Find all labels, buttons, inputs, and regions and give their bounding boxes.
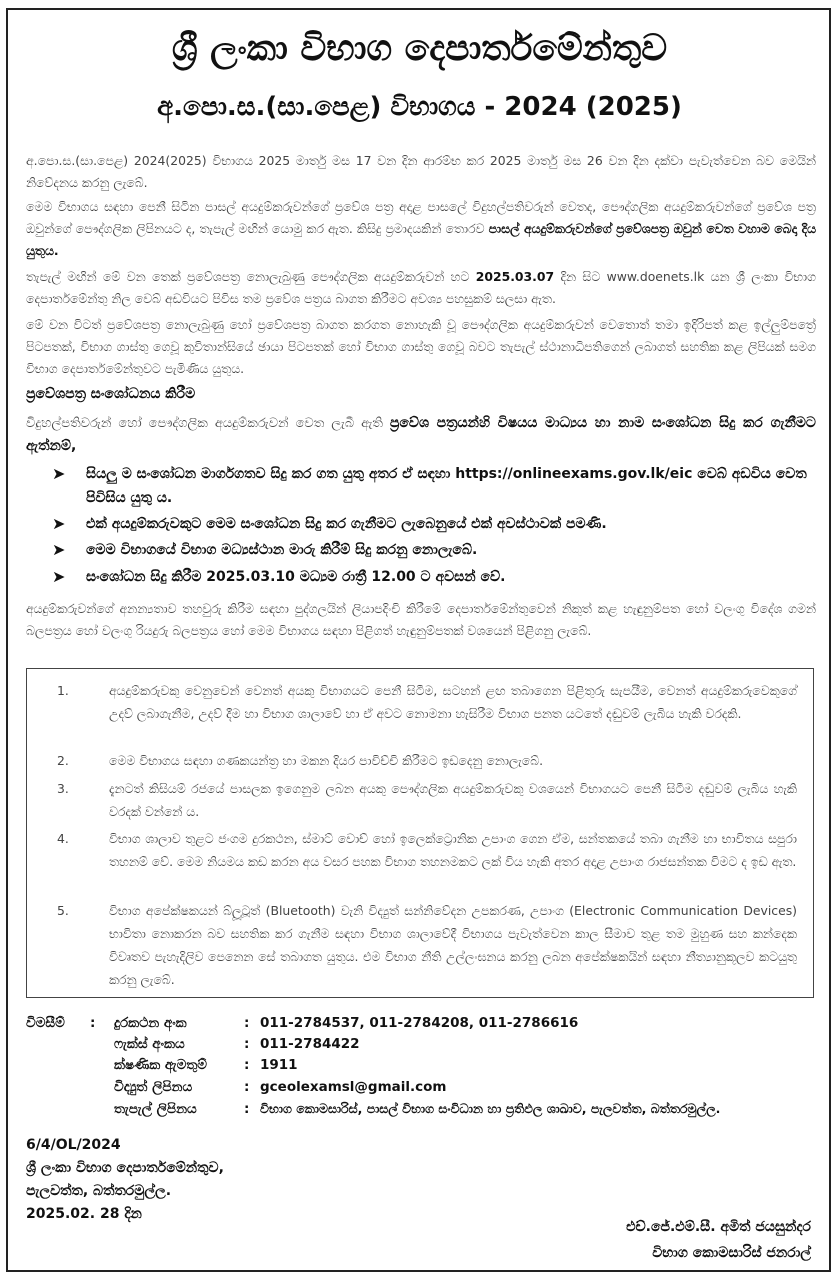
notice-number: 3.	[57, 781, 69, 796]
signatory-name: එච්.ජේ.එම්.සී. අමිත් ජයසුන්දර	[626, 1219, 811, 1235]
bullet-item	[52, 462, 812, 510]
bullet-text: එක් අයදුම්කරුවකුට මෙම සංශෝධන සිදු කර ගැනීමට ලැබෙනුයේ එක් අවස්ථාවක් පමණි.	[86, 516, 607, 532]
contact-label: තැපැල් ලිපිනය	[114, 1101, 197, 1117]
bullet-text: මෙම විභාගයේ විභාග මධ්‍යස්ථාන මාරු කිරීම් සිදු කරනු නොලැබේ.	[86, 542, 478, 558]
notice-text: විභාග අපේක්ෂකයන් බ්ලූටූත් (Bluetooth) වැනි විද්‍යුත් සන්නිවේදන උපකරණ, උපාංග (Electronic Communication Devices) භාවිතා නොකරන බව සහතික කර ගැනීම සඳහා විභාග ශාලාවේදී විභාගය පැවැත්වෙන කාල සීමාව තුළ තම මුහුණ සහ කන්දෙක විවෘතව පැහැදිලිව පෙනෙන සේ තබාගත යුතුය. එම විභාග නීති උල්ලංඝනය කරනු ලබන අපේක්ෂකයින් සඳහා නීත්‍යානුකූලව කටයුතු කරනු ලැබේ.	[109, 903, 797, 987]
phone-numbers: 011-2784537, 011-2784208, 011-2786616	[260, 1015, 579, 1031]
footer-address: පැලවත්ත, බත්තරමුල්ල.	[26, 1183, 172, 1199]
fax-number: 011-2784422	[260, 1036, 360, 1052]
identity-paragraph: අයදුම්කරුවන්ගේ අනන්‍යතාව තහවුරු කිරීම සඳහා පුද්ගලයින් ලියාපදිංචි කිරීමේ දෙපාර්තමේන්තුවෙන් නිකුත් කළ හැඳුනුම්පත හෝ වලංගු විදේශ ගමන් බලපත්‍රය හෝ වලංගු රියදුරු බලපත්‍රය හෝ මෙම විභාගය සඳහා පිළිගත් හැඳුනුම්පතක් වශයෙන් පිළිගනු ලැබේ.	[26, 601, 816, 638]
signatory-title: විභාග කොමසාරිස් ජනරාල්	[652, 1245, 811, 1261]
notice-item	[57, 749, 797, 772]
reference-number: 6/4/OL/2024	[26, 1137, 121, 1153]
admission-bold-text: පාසල් අයදුම්කරුවන්ගේ ප්‍රවේශපත්‍ර ඔවුන් වෙත වහාම බෙදා දිය යුතුය.	[26, 221, 816, 258]
notice-number: 2.	[57, 753, 69, 768]
colon: :	[244, 1036, 250, 1052]
footer-department: ශ්‍රී ලංකා විභාග දෙපාර්තමේන්තුව,	[26, 1160, 224, 1176]
section-heading: ප්‍රවේශපත්‍ර සංශෝධනය කිරීම	[26, 386, 196, 402]
amendment-paragraph	[26, 412, 816, 458]
email-address: gceolexamsl@gmail.com	[260, 1079, 447, 1095]
notice-number: 4.	[57, 831, 69, 846]
amendment-text: විදුහල්පතිවරුන් හෝ පෞද්ගලික අයදුම්කරුවන් වෙත ලැබී ඇති	[26, 416, 383, 431]
contact-label: ෆැක්ස් අංකය	[114, 1036, 185, 1052]
notice-number: 5.	[57, 903, 69, 918]
colon: :	[90, 1015, 96, 1031]
intro-paragraph: අ.පො.ස.(සා.පෙළ) 2024(2025) විභාගය 2025 මාර්තු මස 17 වන දින ආරම්භ කර 2025 මාර්තු මස 26 වන දින දක්වා පැවැත්වෙන බව මෙයින් නිවේදනය කරනු ලැබේ.	[26, 153, 816, 190]
contact-label: ක්ෂණික ඇමතුම්	[114, 1057, 208, 1073]
amendment-bold-text: ප්‍රවේශ පත්‍රයන්හි විෂයය මාධ්‍යය හා නාම සංශෝධන සිදු කර ගැනීමට ඇත්නම්,	[26, 415, 816, 454]
notice-item	[57, 679, 797, 725]
department-title: ශ්‍රී ලංකා විභාග දෙපාර්තමේන්තුව	[171, 28, 668, 69]
bullet-item	[52, 538, 812, 562]
download-text-a: තැපැල් මඟින් මේ වන තෙක් ප්‍රවේශපත්‍ර නොලැබුණු පෞද්ගලික අයදුම්කරුවන් හට	[26, 269, 470, 284]
missing-admission-paragraph: මේ වන විටත් ප්‍රවේශපත්‍ර නොලැබුණු හෝ ප්‍රවේශපත්‍ර බාගත කරගත නොහැකි වූ පෞද්ගලික අයදුම්කරුවන් වෙතොත් තමා ඉදිරිපත් කළ ඉල්ලුම්පත්‍රේ පිටපතක්, විභාග ගාස්තු ගෙවූ කුවිතාන්සියේ ඡායා පිටපතක් හෝ විභාග ගාස්තු ගෙවූ බවට තැපැල් ස්ථානාධිපතිගෙන් ලබාගත් සහතික කළ ලිපියක් සමග විභාග දෙපාර්තමේන්තුවට පැමිණිය යුතුය.	[26, 317, 816, 376]
download-text-b: දින සිට www.doenets.lk යන ශ්‍රී ලංකා විභාග දෙපාර්තමේන්තු නිල වෙබ් අඩවියට පිවිස තම ප්‍රවේශ පත්‍රය බාගත කිරීමට අවශ්‍ය පහසුකම් සලසා ඇත.	[26, 269, 816, 306]
bullet-item	[52, 565, 812, 589]
notice-text: මෙම විභාගය සඳහා ගණකයන්ත්‍ර හා මකන දියර පාවිච්චි කිරීමට ඉඩදෙනු නොලැබේ.	[109, 753, 544, 768]
arrow-icon: ➤	[52, 567, 66, 586]
hotline-number: 1911	[260, 1057, 298, 1073]
arrow-icon: ➤	[52, 540, 66, 559]
admission-paragraph	[26, 196, 816, 262]
colon: :	[244, 1079, 250, 1095]
notice-item	[57, 899, 797, 991]
notice-item	[57, 827, 797, 873]
notice-box	[26, 668, 814, 998]
colon: :	[244, 1015, 250, 1031]
download-paragraph	[26, 266, 816, 310]
admission-text: මෙම විභාගය සඳහා පෙනී සිටින පාසල් අයදුම්කරුවන්ගේ ප්‍රවේශ පත්‍ර අදාළ පාසලේ විදුහල්පතිවරුන් වෙතද, පෞද්ගලික අයදුම්කරුවන්ගේ ප්‍රවේශ පත්‍ර ඔවුන්ගේ පෞද්ගලික ලිපිනයට ද, තැපැල් මඟින් යොමු කර ඇත. කිසිදු ප්‍රමාදයකින් තොරව	[26, 199, 816, 236]
notice-text: අයදුම්කරුවකු වෙනුවෙන් වෙනත් අයකු විභාගයට පෙනී සිටීම, සටහන් ළඟ තබාගෙන පිළිතුරු සැපයීම, වෙනත් අයදුම්කරුවෙකුගේ උදව් ලබාගැනීම, උදව් දීම හා විභාග ශාලාවේ හා ඒ අවට නොමනා හැසිරීම විභාග පනත යටතේ දඬුවම් ලැබිය හැකි වරදකි.	[109, 683, 797, 721]
arrow-icon: ➤	[52, 514, 66, 533]
contact-label: විද්‍යුත් ලිපිනය	[114, 1079, 193, 1095]
bullet-text: සංශෝධන සිදු කිරීම 2025.03.10 මධ්‍යම රාත්‍රී 12.00 ට අවසන් වේ.	[86, 569, 506, 585]
footer-date: 2025.02. 28 දින	[26, 1206, 142, 1222]
inquiries-label: විමසීම්	[26, 1015, 65, 1031]
exam-title: අ.පො.ස.(සා.පෙළ) විභාගය - 2024 (2025)	[157, 92, 682, 122]
bullet-item	[52, 512, 812, 536]
notice-number: 1.	[57, 683, 69, 698]
download-date: 2025.03.07	[475, 269, 555, 284]
notice-text: විභාග ශාලාව තුළට ජංගම දුරකථන, ස්මාට් වොච් හෝ ඉලෙක්ට්‍රොනික උපාංග ගෙන ඒම, සන්තකයේ තබා ගැනීම හා භාවිතය සපුරා තහනම් වේ. මෙම නියමය කඩ කරන අය වසර පහක විභාග තහනමකට ලක් විය හැකි අතර අදාළ උපාංග රාජසන්තක විමට ද ඉඩ ඇත.	[109, 831, 797, 869]
notice-item	[57, 777, 797, 823]
bullet-text: සියලු ම සංශෝධන මාර්ගගතව සිදු කර ගත යුතු අතර ඒ සඳහා https://onlineexams.gov.lk/eic වෙබ් අඩවිය වෙත පිවිසිය යුතු ය.	[86, 466, 807, 506]
contact-label: දුරකථන අංක	[114, 1015, 187, 1031]
notice-text: දැනටත් කිසියම් රජයේ පාසලක ඉගෙනුම ලබන අයකු පෞද්ගලික අයදුම්කරුවකු වශයෙන් විභාගයට පෙනී සිටීම දඬුවම් ලැබිය හැකි වරදක් වන්නේ ය.	[109, 781, 797, 819]
colon: :	[244, 1101, 250, 1117]
arrow-icon: ➤	[52, 464, 66, 483]
colon: :	[244, 1057, 250, 1073]
postal-address: විභාග කොමසාරිස්, පාසල් විභාග සංවිධාන හා ප්‍රතිඵල ශාඛාව, පැලවත්ත, බත්තරමුල්ල.	[260, 1101, 721, 1116]
